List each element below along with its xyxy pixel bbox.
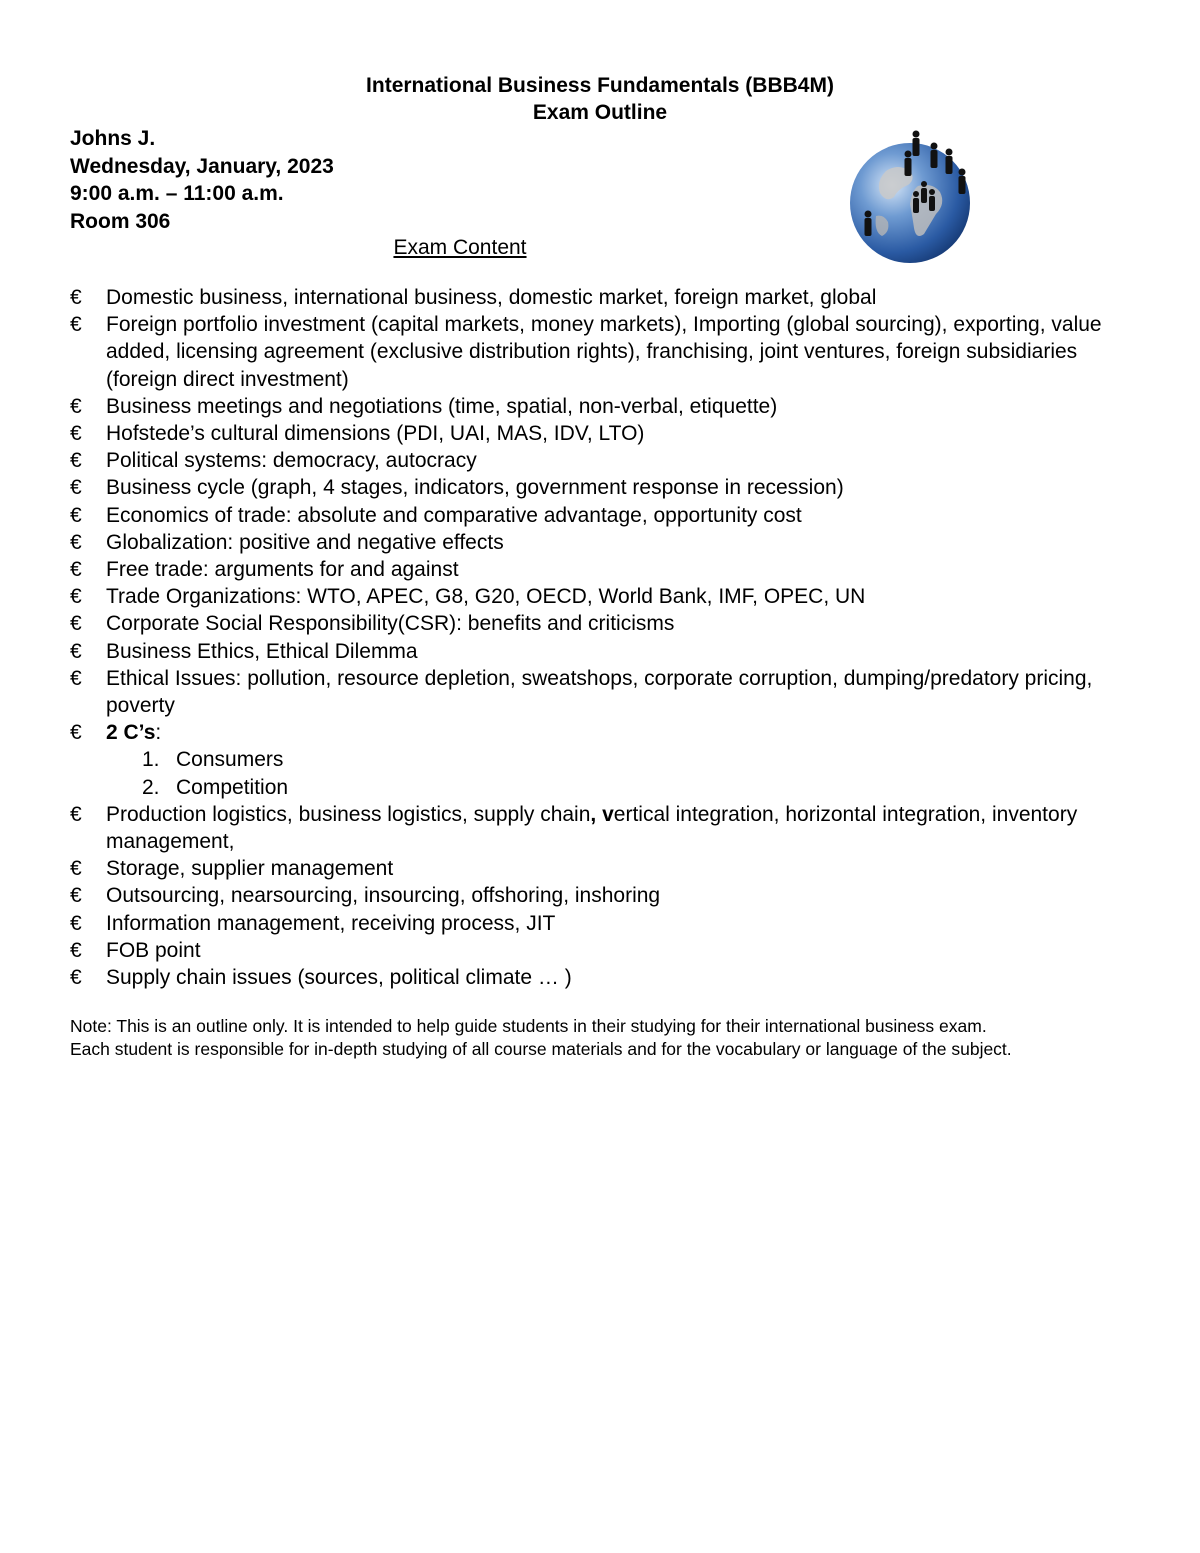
sub-list-item [70,746,1150,773]
list-item [70,937,1150,964]
sub-list-item [70,774,1150,801]
list-item-text: Production logistics, business logistics, supply chain [106,802,591,826]
sub-item-number: 2. [142,775,160,799]
list-item-text: Trade Organizations: WTO, APEC, G8, G20, OECD, World Bank, IMF, OPEC, UN [106,585,866,609]
bullet-icon: € [70,530,82,554]
list-item [70,447,1150,474]
exam-date: Wednesday, January, 2023 [70,154,334,178]
bullet-icon: € [70,394,82,418]
list-item [70,964,1150,991]
list-item-bold-text: , v [590,802,614,826]
bullet-icon: € [70,286,82,309]
list-item-text: Economics of trade: absolute and comparative advantage, opportunity cost [106,503,802,527]
list-item-text: Storage, supplier management [106,857,394,881]
sub-item-number: 1. [142,748,160,772]
list-item-text: Ethical Issues: pollution, resource depletion, sweatshops, corporate corruption, dumping/predatory pricing, poverty [106,666,1093,718]
bullet-icon: € [70,721,82,745]
study-note [70,1015,1150,1061]
bullet-icon: € [70,503,82,527]
document-title: International Business Fundamentals (BBB4M) [366,74,834,97]
bullet-icon: € [70,966,82,990]
list-item [70,610,1150,637]
bullet-icon: € [70,802,82,826]
list-item [70,583,1150,610]
list-item-text: ertical integration, horizontal integration, inventory management, [106,802,1078,854]
bullet-icon: € [70,558,82,582]
list-item-text: Business meetings and negotiations (time, spatial, non-verbal, etiquette) [106,394,778,418]
list-item [70,882,1150,909]
list-item-text: Information management, receiving process, JIT [106,911,556,935]
list-item-two-cs [70,719,1150,746]
list-item-text: Business cycle (graph, 4 stages, indicators, government response in recession) [106,476,844,500]
list-item-text: Foreign portfolio investment (capital markets, money markets), Importing (global sourcing), exporting, value added, licensing agreement (exclusive distribution rights), franchising, joint ventures, foreign subsidiaries (foreign direct investment) [106,313,1102,391]
teacher-name: Johns J. [70,127,156,150]
list-item-text: Globalization: positive and negative effects [106,530,504,554]
bullet-icon: € [70,585,82,609]
bullet-icon: € [70,857,82,881]
two-cs-label: 2 C’s [106,721,156,745]
exam-time: 9:00 a.m. – 11:00 a.m. [70,182,284,205]
list-item-text: Corporate Social Responsibility(CSR): benefits and criticisms [106,612,675,636]
note-line-2: Each student is responsible for in-depth studying of all course materials and for the vocabulary or language of the subject. [70,1039,1012,1059]
list-item-text: Free trade: arguments for and against [106,558,459,582]
bullet-icon: € [70,911,82,935]
list-item [70,393,1150,420]
sub-item-text: Consumers [176,748,284,772]
list-item [70,638,1150,665]
list-item [70,556,1150,583]
exam-room: Room 306 [70,209,171,233]
bullet-icon: € [70,612,82,636]
list-item [70,801,1150,855]
bullet-icon: € [70,639,82,663]
list-item [70,910,1150,937]
note-line-1: Note: This is an outline only. It is intended to help guide students in their studying for their international business exam. [70,1016,987,1036]
list-item [70,502,1150,529]
list-item-text: FOB point [106,938,201,962]
two-cs-colon: : [155,721,162,745]
bullet-icon: € [70,313,82,337]
list-item [70,855,1150,882]
list-item-text: Business Ethics, Ethical Dilemma [106,639,418,663]
bullet-icon: € [70,938,82,962]
list-item [70,311,1150,393]
bullet-icon: € [70,884,82,908]
list-item [70,474,1150,501]
list-item-text: Political systems: democracy, autocracy [106,449,477,473]
list-item [70,284,1150,311]
bullet-icon: € [70,422,82,446]
bullet-icon: € [70,476,82,500]
list-item-text: Domestic business, international business, domestic market, foreign market, global [106,286,877,309]
list-item [70,665,1150,719]
list-item [70,529,1150,556]
bullet-icon: € [70,666,82,690]
section-heading: Exam Content [393,236,527,259]
exam-info [70,125,334,235]
exam-content-list [70,284,1150,991]
list-item-text: Hofstede’s cultural dimensions (PDI, UAI, MAS, IDV, LTO) [106,422,645,446]
list-item-text: Outsourcing, nearsourcing, insourcing, offshoring, inshoring [106,884,661,908]
document-subtitle: Exam Outline [532,101,668,124]
bullet-icon: € [70,449,82,473]
sub-item-text: Competition [176,775,289,799]
list-item-text: Supply chain issues (sources, political climate … ) [106,966,572,990]
list-item [70,420,1150,447]
